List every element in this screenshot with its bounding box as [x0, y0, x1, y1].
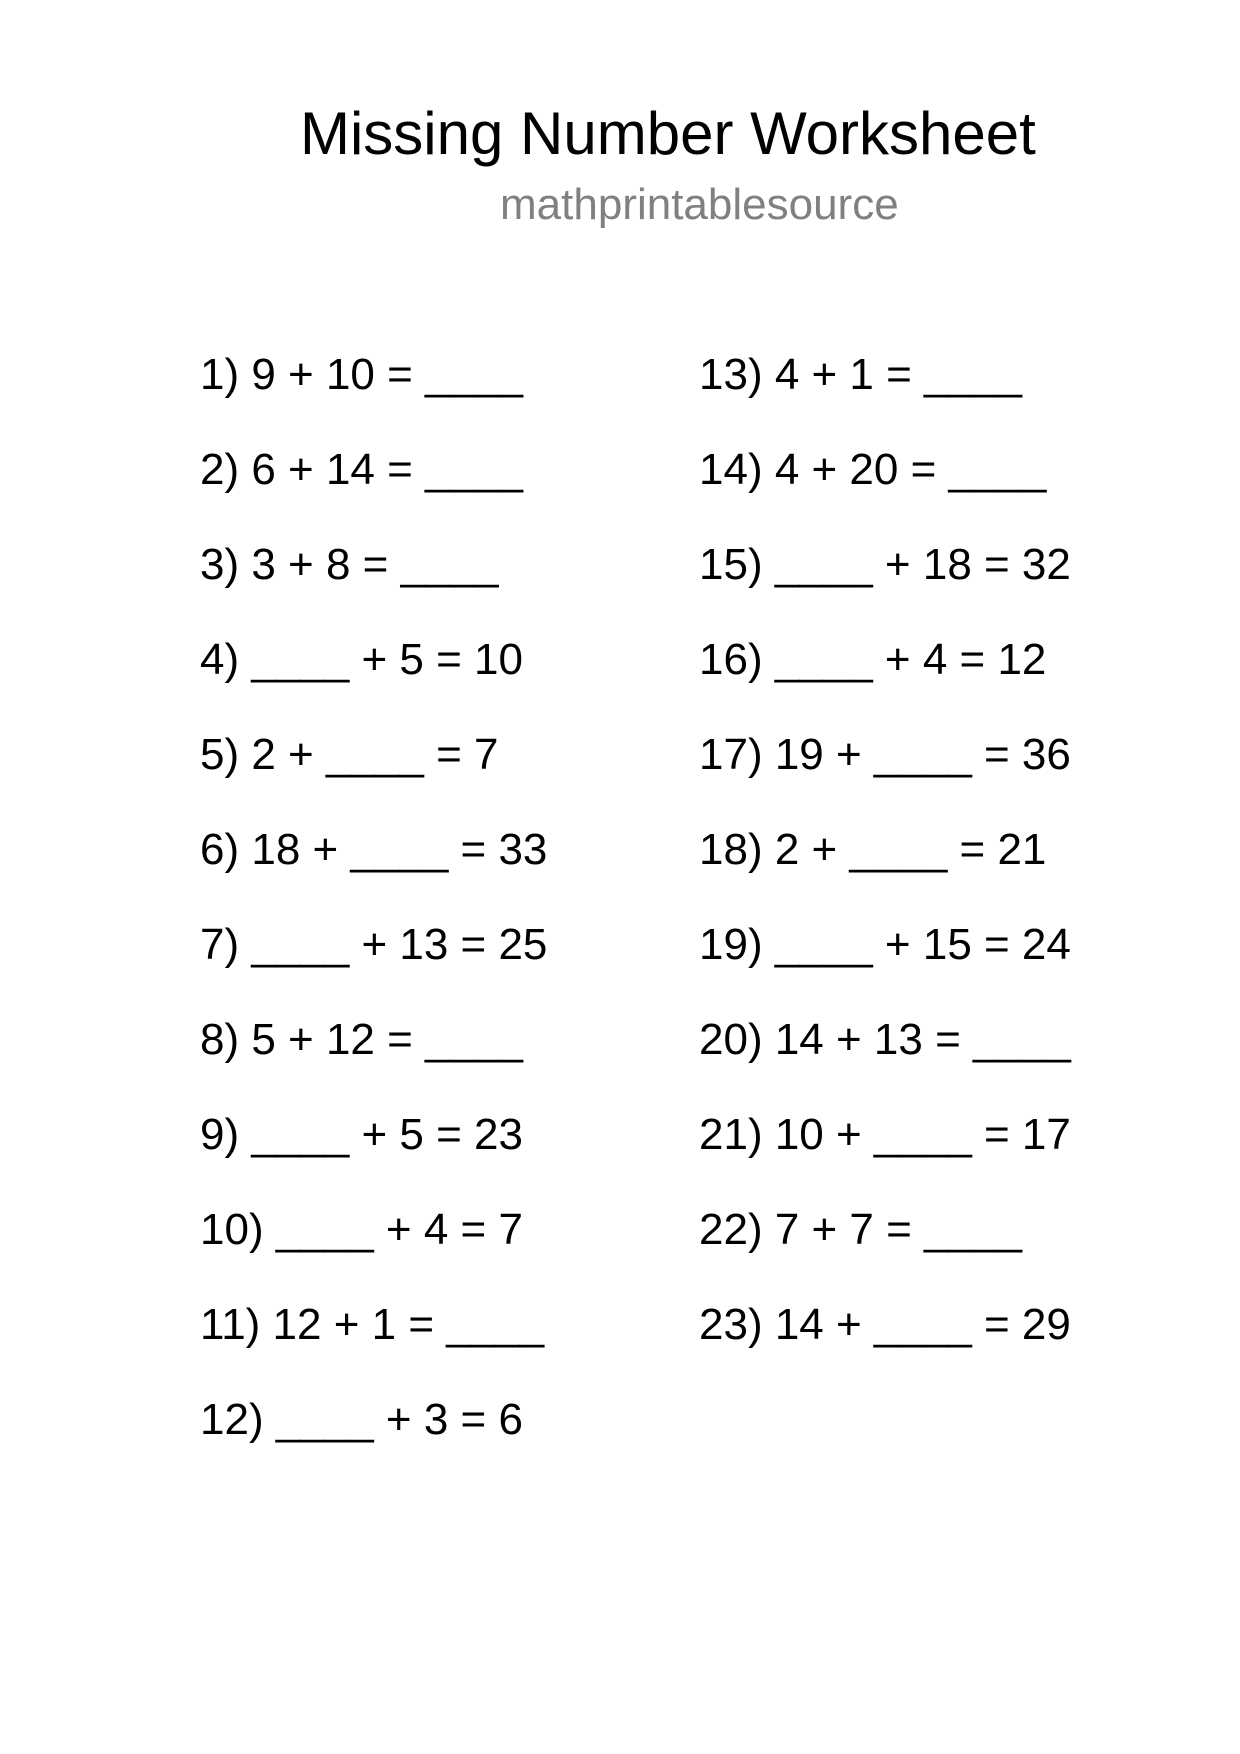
problem-20: 20) 14 + 13 = ____	[699, 1015, 1071, 1064]
problem-11: 11) 12 + 1 = ____	[200, 1300, 545, 1349]
worksheet-subtitle: mathprintablesource	[500, 180, 899, 229]
problem-23: 23) 14 + ____ = 29	[699, 1300, 1071, 1349]
problem-column-left	[200, 350, 547, 1490]
problem-6: 6) 18 + ____ = 33	[200, 825, 548, 874]
problem-7: 7) ____ + 13 = 25	[200, 920, 548, 969]
problem-8: 8) 5 + 12 = ____	[200, 1015, 523, 1064]
problem-column-right	[699, 350, 1071, 1395]
problem-16: 16) ____ + 4 = 12	[699, 635, 1047, 684]
problem-1: 1) 9 + 10 = ____	[200, 350, 523, 399]
problem-9: 9) ____ + 5 = 23	[200, 1110, 523, 1159]
problem-4: 4) ____ + 5 = 10	[200, 635, 523, 684]
problem-21: 21) 10 + ____ = 17	[699, 1110, 1071, 1159]
problem-2: 2) 6 + 14 = ____	[200, 445, 523, 494]
problem-17: 17) 19 + ____ = 36	[699, 730, 1071, 779]
problem-14: 14) 4 + 20 = ____	[699, 445, 1047, 494]
problem-10: 10) ____ + 4 = 7	[200, 1205, 523, 1254]
problem-3: 3) 3 + 8 = ____	[200, 540, 499, 589]
problem-13: 13) 4 + 1 = ____	[699, 350, 1022, 399]
problem-22: 22) 7 + 7 = ____	[699, 1205, 1022, 1254]
worksheet-title: Missing Number Worksheet	[300, 100, 1036, 167]
problem-19: 19) ____ + 15 = 24	[699, 920, 1071, 969]
problem-5: 5) 2 + ____ = 7	[200, 730, 499, 779]
problem-18: 18) 2 + ____ = 21	[699, 825, 1047, 874]
problem-15: 15) ____ + 18 = 32	[699, 540, 1071, 589]
problem-12: 12) ____ + 3 = 6	[200, 1395, 523, 1444]
